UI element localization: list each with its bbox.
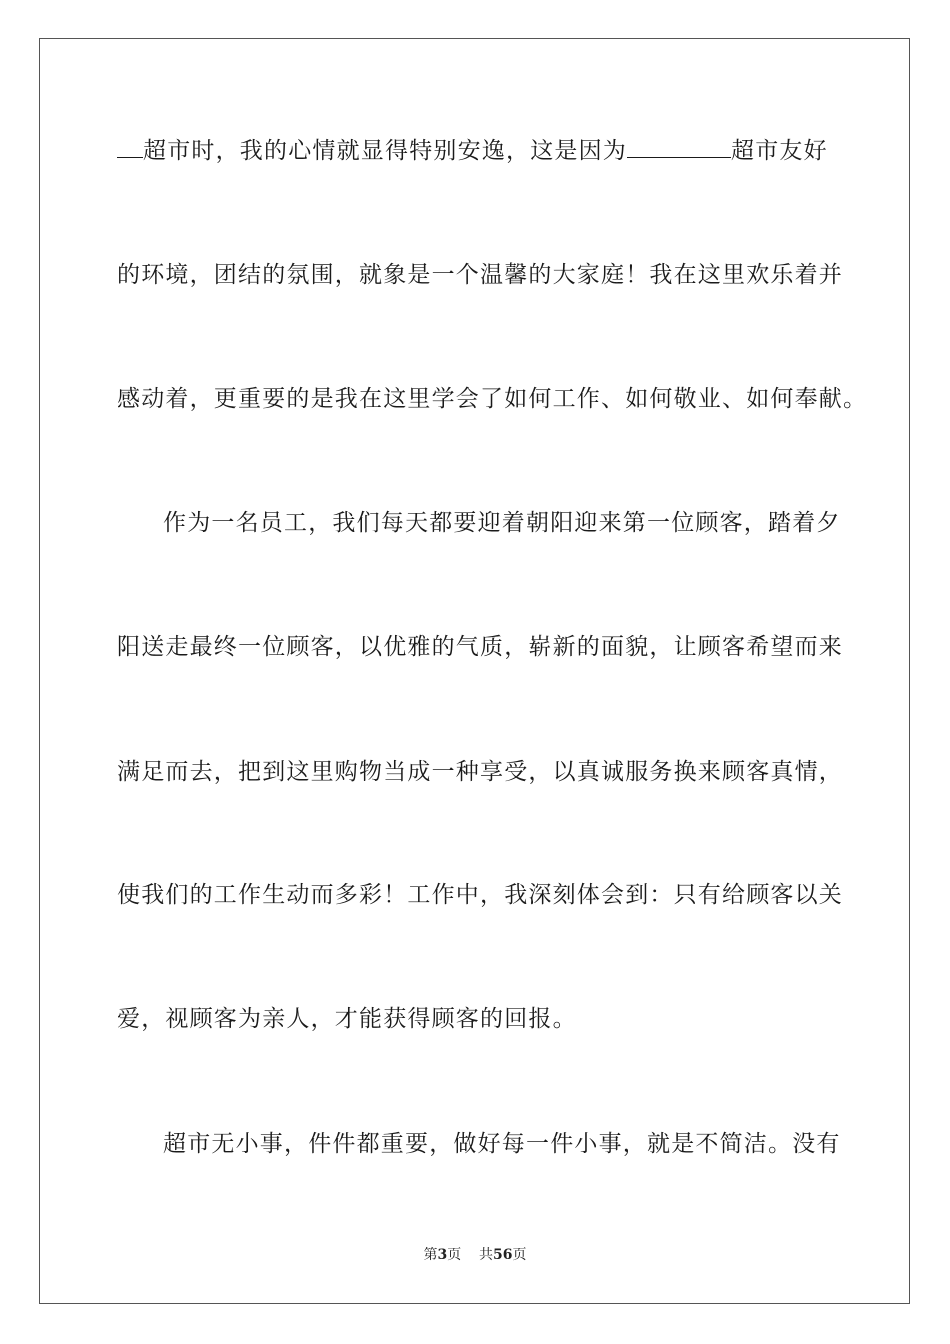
page-border bbox=[39, 38, 910, 1304]
paragraph-line-1 bbox=[117, 135, 837, 166]
paragraph-line-3: 感动着，更重要的是我在这里学会了如何工作、如何敬业、如何奉献。 bbox=[117, 386, 868, 412]
footer-total-prefix: 共 bbox=[479, 1247, 494, 1263]
paragraph-line-6: 满足而去，把到这里购物当成一种享受，以真诚服务换来顾客真情， bbox=[117, 759, 843, 785]
line-1-text-b: 超市友好 bbox=[731, 138, 828, 164]
paragraph-line-2: 的环境，团结的氛围，就象是一个温馨的大家庭！我在这里欢乐着并 bbox=[117, 262, 843, 288]
footer-total-suffix: 页 bbox=[512, 1247, 527, 1263]
footer-page-number: 3 bbox=[437, 1247, 448, 1263]
footer-page-suffix: 页 bbox=[447, 1247, 462, 1263]
paragraph-line-7: 使我们的工作生动而多彩！工作中，我深刻体会到：只有给顾客以关 bbox=[117, 882, 843, 908]
footer-prefix: 第 bbox=[423, 1247, 438, 1263]
fill-in-blank-2 bbox=[627, 135, 731, 158]
paragraph-line-8: 爱，视顾客为亲人，才能获得顾客的回报。 bbox=[117, 1006, 577, 1032]
page-footer bbox=[0, 1246, 950, 1264]
paragraph-line-4: 作为一名员工，我们每天都要迎着朝阳迎来第一位顾客，踏着夕 bbox=[163, 510, 841, 536]
paragraph-line-5: 阳送走最终一位顾客，以优雅的气质，崭新的面貌，让顾客希望而来 bbox=[117, 634, 843, 660]
footer-total-pages: 56 bbox=[493, 1247, 513, 1263]
paragraph-line-9: 超市无小事，件件都重要，做好每一件小事，就是不简洁。没有 bbox=[163, 1131, 841, 1157]
line-1-text-a: 超市时，我的心情就显得特别安逸，这是因为 bbox=[143, 138, 627, 164]
fill-in-blank-1 bbox=[117, 135, 143, 158]
